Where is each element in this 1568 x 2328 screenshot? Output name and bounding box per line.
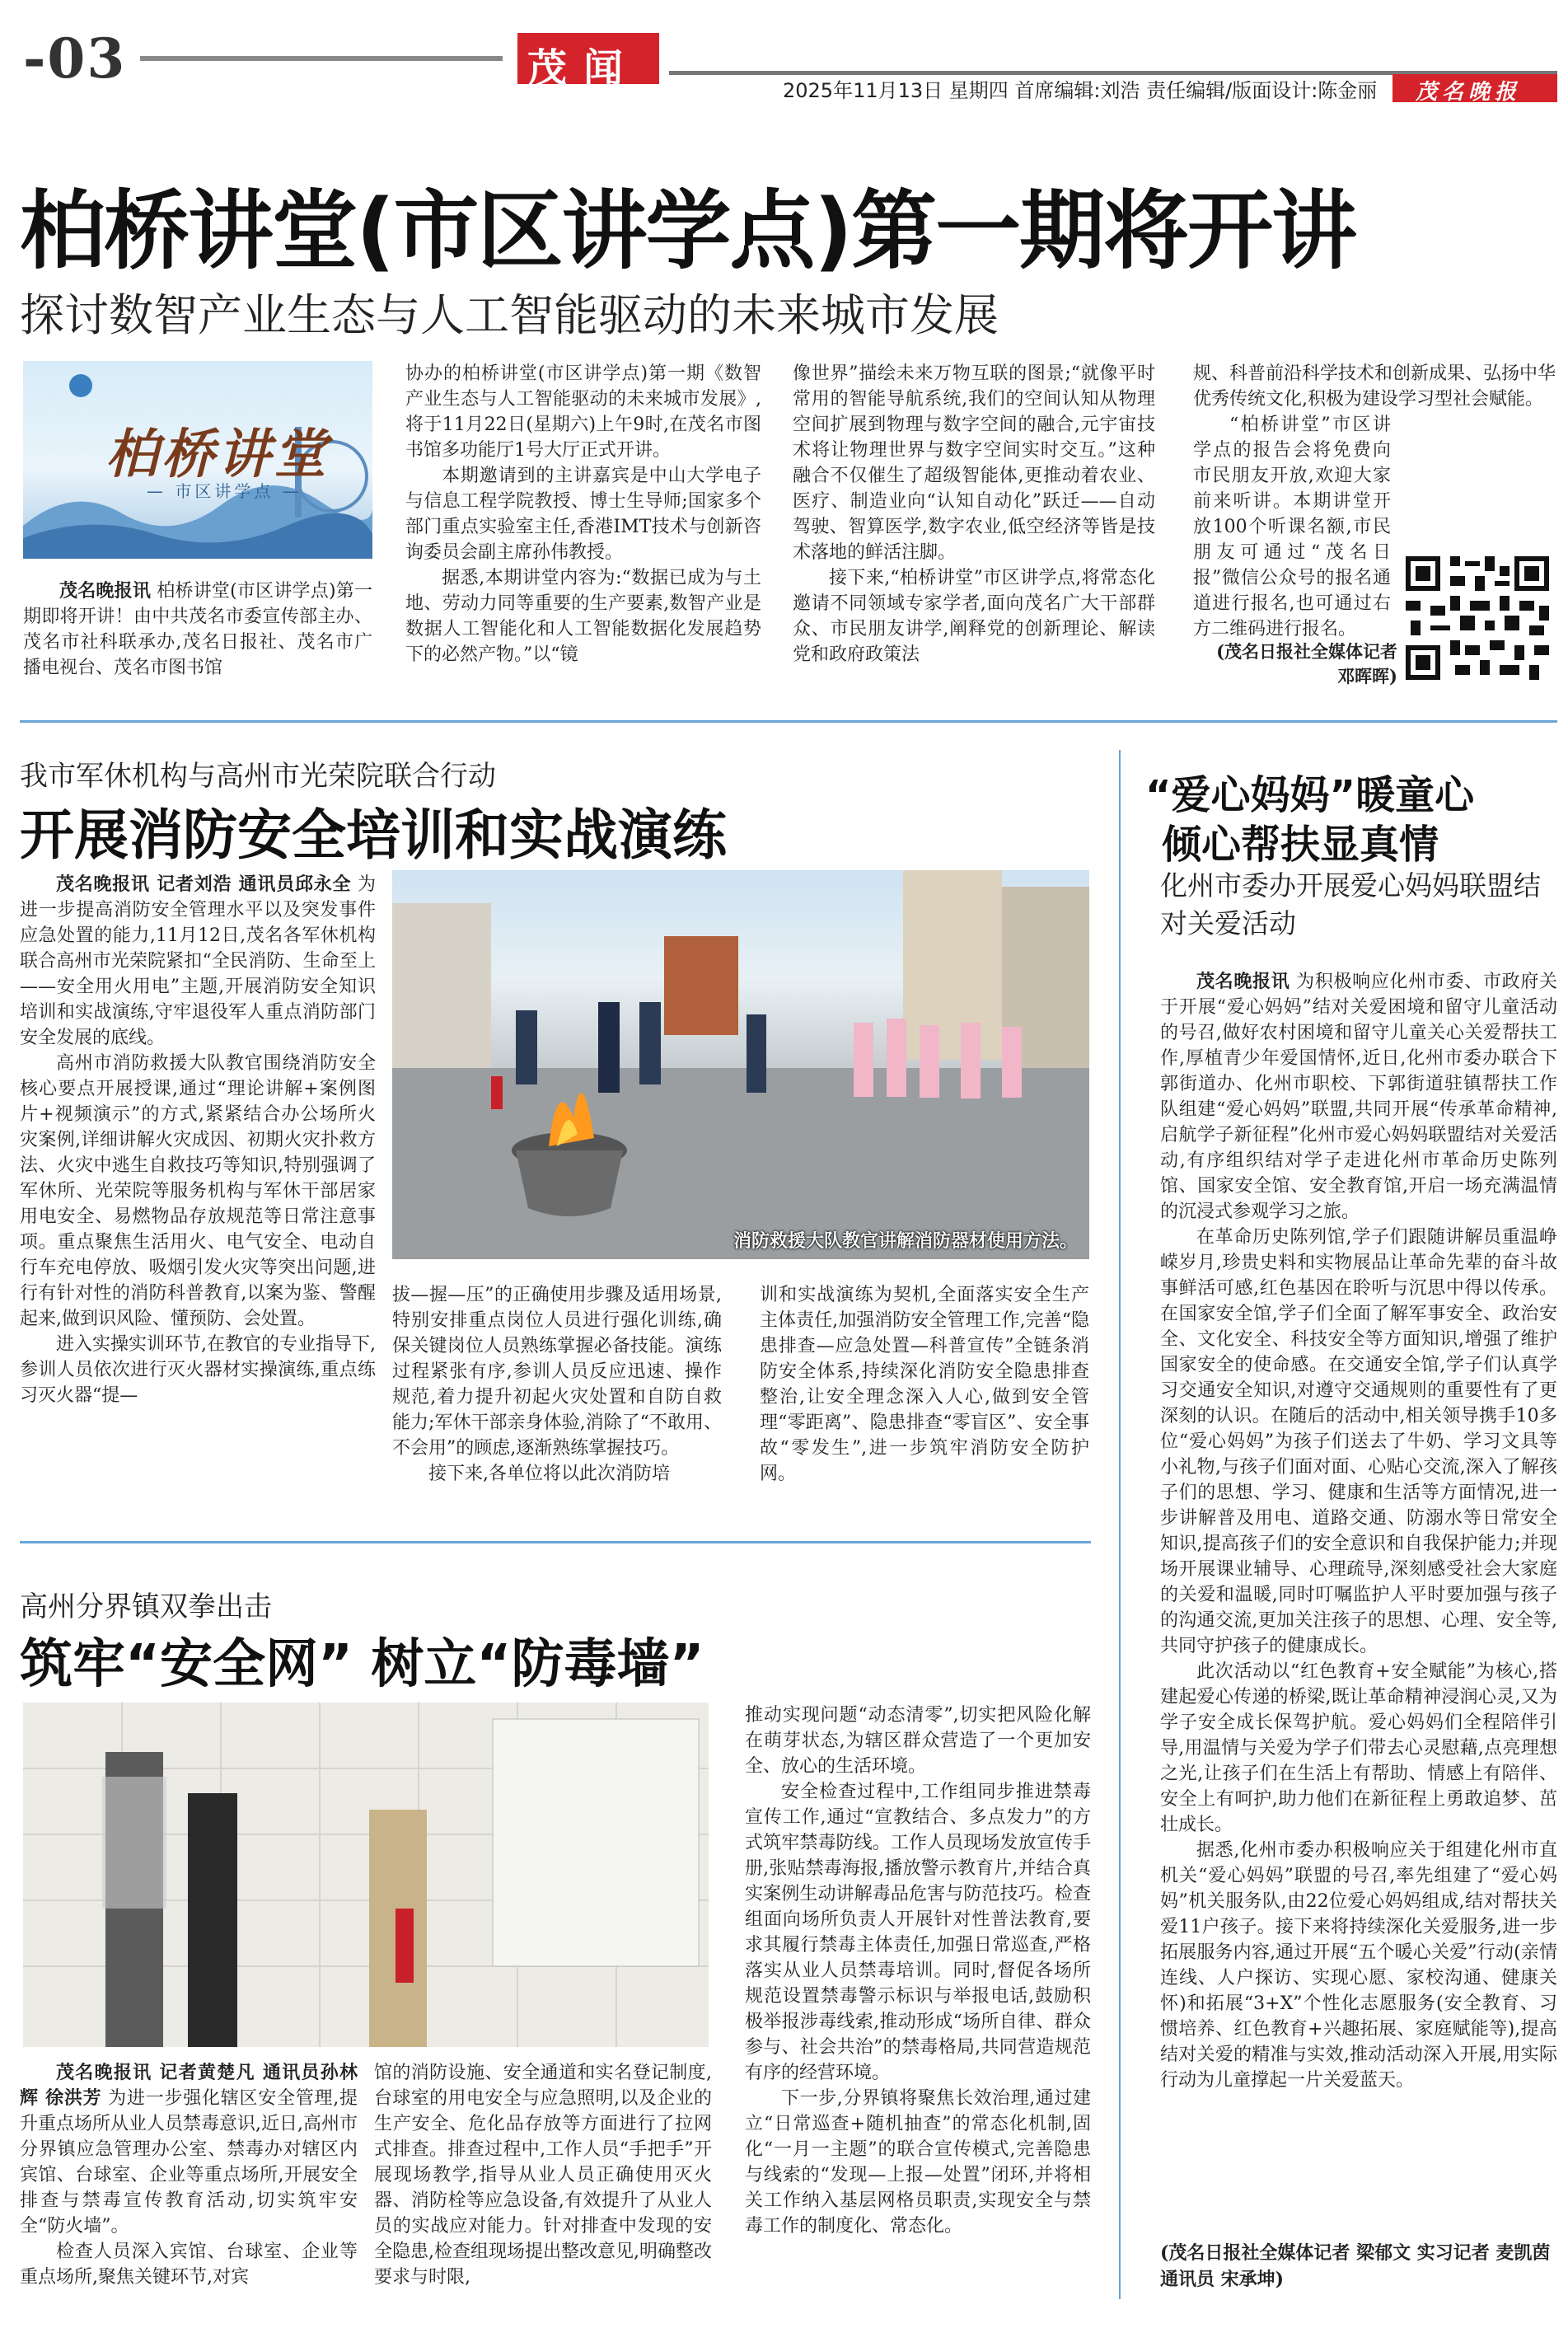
logo-subtitle: — 市区讲学点 — [147,481,302,501]
article1-col3-p2: 接下来,“柏桥讲堂”市区讲学点,将常态化邀请不同领域专家学者,面向茂名广大干部群众、市民朋友讲学,阐释党的创新理论、解读党和政府政策法 [793,568,1155,665]
article4-body [1160,969,1557,2238]
article1-col2-p2: 本期邀请到的主讲嘉宾是中山大学电子与信息工程学院教授、博士生导师;国家多个部门重点实验室主任,香港IMT技术与创新咨询委员会副主席孙伟教授。 [405,466,761,563]
article2-col2-p1: 拔—握—压”的正确使用步骤及适用场景,特别安排重点岗位人员进行强化训练,确保关键岗位人员熟练掌握必备技能。演练过程紧张有序,参训人员反应迅速、操作规范,着力提升初起火灾处置和自防自救能力;军休干部亲身体验,消除了“不敢用、不会用”的顾虑,逐渐熟练掌握技巧。 [392,1285,722,1459]
article3-col3-p1: 推动实现问题“动态清零”,切实把风险化解在萌芽状态,为辖区群众营造了一个更加安全、放心的生活环境。 [745,1705,1091,1777]
article3-col3-p2: 安全检查过程中,工作组同步推进禁毒宣传工作,通过“宣教结合、多点发力”的方式筑牢禁毒防线。工作人员现场发放宣传手册,张贴禁毒海报,播放警示教育片,并结合真实案例生动讲解毒品危害与防范技巧。检查组面向场所负责人开展针对性普法教育,要求其履行禁毒主体责任,加强日常巡查,严格落实从业人员禁毒培训。同时,督促各场所规范设置禁毒警示标识与举报电话,鼓励积极举报涉毒线索,推动形成“场所自律、群众参与、社会共治”的禁毒格局,共同营造规范有序的经营环境。 [745,1782,1091,2083]
article1-col1 [23,578,372,702]
article1-col2-p1: 协办的柏桥讲堂(市区讲学点)第一期《数智产业生态与人工智能驱动的未来城市发展》,将于11月22日(星期六)上午9时,在茂名市图书馆多功能厅1号大厅正式开讲。 [405,363,761,461]
article3-col3 [745,1703,1091,2309]
article4-p4: 据悉,化州市委办积极响应关于组建化州市直机关“爱心妈妈”联盟的号召,率先组建了“爱心妈妈”机关服务队,由22位爱心妈妈组成,结对帮扶关爱11户孩子。接下来将持续深化关爱服务,进一步拓展服务内容,通过开展“五个暖心关爱”行动(亲情连线、人户探访、实现心愿、家校沟通、健康关怀)和拓展“3+X”个性化志愿服务(安全教育、习惯培养、红色教育+兴趣拓展、家庭赋能等),提高结对关爱的精准与实效,推动活动深入开展,用实际行动为儿童撑起一片关爱蓝天。 [1160,1840,1557,2091]
article2-col3-p1: 训和实战演练为契机,全面落实安全生产主体责任,加强消防安全管理工作,完善“隐患排查—应急处置—科普宣传”全链条消防安全体系,持续深化消防安全隐患排查整治,让安全理念深入人心,做到安全管理“零距离”、隐患排查“零盲区”、安全事故“零发生”,进一步筑牢消防安全防护网。 [760,1285,1089,1484]
article3-col1-p1: 茂名晚报讯 记者黄楚凡 通讯员孙林辉 徐洪芳 为进一步强化辖区安全管理,提升重点场所从业人员禁毒意识,近日,高州市分界镇应急管理办公室、禁毒办对辖区内宾馆、台球室、企业等重点场所,开展安全排查与禁毒宣传教育活动,切实筑牢安全“防火墙”。 [20,2063,358,2237]
article1-col3 [793,361,1155,707]
divider-top [20,720,1557,723]
fire-training-scene [392,870,1089,1259]
article1-col3-p1: 像世界”描绘未来万物互联的图景;“就像平时常用的智能导航系统,我们的空间认知从物理空间扩展到物理与数字空间的融合,元宇宙技术将让物理世界与数字空间实时交互。”这种融合不仅催生了超级智能体,更推动着农业、医疗、制造业向“认知自动化”跃迁——自动驾驶、智算医学,数字农业,低空经济等皆是技术落地的鲜活注脚。 [793,363,1155,563]
article3-col1-p2: 检查人员深入宾馆、台球室、企业等重点场所,聚焦关键环节,对宾 [20,2241,358,2288]
article2-lead: 茂名晚报讯 记者刘浩 通讯员邱永全 [56,874,352,895]
section-title: 茂闻 [527,45,640,91]
qr-code[interactable] [1401,550,1554,686]
article2-headline: 开展消防安全培训和实战演练 [20,803,727,867]
divider-middle [20,1541,1091,1543]
article2-kicker: 我市军休机构与高州市光荣院联合行动 [20,760,496,793]
article2-col1-p2: 高州市消防救援大队教官围绕消防安全核心要点开展授课,通过“理论讲解+案例图片+视频演示”的方式,紧紧结合办公场所火灾案例,详细讲解火灾成因、初期火灾扑救方法、火灾中逃生自救技巧等知识,特别强调了军休所、光荣院等服务机构与军休干部居家用电安全、易燃物品存放规范等日常注意事项。重点聚焦生活用火、电气安全、电动自行车充电停放、吸烟引发火灾等突出问题,进行有针对性的消防科普教育,以案为鉴、警醒起来,做到识风险、懂预防、会处置。 [20,1053,376,1329]
article3-kicker: 高州分界镇双拳出击 [20,1590,272,1623]
article4-subhead: 化州市委办开展爱心妈妈联盟结对关爱活动 [1160,869,1541,939]
photo-caption: 消防救援大队教官讲解消防器材使用方法。 [733,1231,1078,1252]
article1-headline: 柏桥讲堂(市区讲学点)第一期将开讲 [20,180,1356,281]
article4-headline-line1: “爱心妈妈”暖童心 [1145,772,1475,818]
article1-col1-p1: 茂名晚报讯 柏桥讲堂(市区讲学点)第一期即将开讲！由中共茂名市委宣传部主办、茂名市社科联承办,茂名日报社、茂名市广播电视台、茂名市图书馆 [23,581,372,678]
baiqiao-logo-image [23,361,372,559]
article1-col4-p1: 规、科普前沿科学技术和创新成果、弘扬中华优秀传统文化,积极为建设学习型社会赋能。 [1193,363,1556,410]
article1-subhead: 探讨数智产业生态与人工智能驱动的未来城市发展 [20,289,999,341]
article1-lead: 茂名晚报讯 [59,581,152,602]
article3-col3-p3: 下一步,分界镇将聚焦长效治理,通过建立“日常巡查+随机抽查”的常态化机制,固化“一月一主题”的联合宣传模式,完善隐患与线索的“发现—上报—处置”闭环,并将相关工作纳入基层网格员职责,实现安全与禁毒工作的制度化、常态化。 [745,2088,1091,2237]
page-number: -03 [23,26,127,91]
article1-col4-p2: “柏桥讲堂”市区讲学点的报告会将免费向市民朋友开放,欢迎大家前来听讲。本期讲堂开放100个听课名额,市民朋友可通过“茂名日报”微信公众号的报名通道进行报名,也可通过右方二维码进行报名。 [1193,415,1391,639]
divider-vertical [1119,750,1121,2299]
article4-p3: 此次活动以“红色教育+安全赋能”为核心,搭建起爱心传递的桥梁,既让革命精神浸润心灵,又为学子安全成长保驾护航。爱心妈妈们全程陪伴引导,用温情与关爱为学子们带去心灵慰藉,点亮理想之光,让孩子们在生活上有帮助、情感上有陪伴、安全上有呵护,助力他们在新征程上勇敢追梦、茁壮成长。 [1160,1661,1557,1835]
article3-col2-p1: 馆的消防设施、安全通道和实名登记制度,台球室的用电安全与应急照明,以及企业的生产安全、危化品存放等方面进行了拉网式排查。排查过程中,工作人员“手把手”开展现场教学,指导从业人员正确使用灭火器、消防栓等应急设备,有效提升了从业人员的实战应对能力。针对排查中发现的安全隐患,检查组现场提出整改意见,明确整改要求与时限, [374,2063,712,2288]
brand-name: 茂名晚报 [1416,80,1522,105]
masthead-info: 2025年11月13日 星期四 首席编辑:刘浩 责任编辑/版面设计:陈金丽 [783,79,1378,102]
logo-title: 柏桥讲堂 [105,424,330,485]
article3-headline: 筑牢“安全网” 树立“防毒墙” [20,1634,704,1695]
fire-training-photo [392,870,1089,1259]
article4-byline: (茂名日报社全媒体记者 梁郁文 实习记者 麦凯茵 通讯员 宋承坤) [1160,2242,1551,2290]
article2-col1 [20,872,376,1539]
brand-badge [1392,74,1557,105]
article3-col1 [20,2060,358,2307]
article2-col2 [392,1282,722,1529]
article1-col2 [405,361,761,707]
article4-headline-line2: 倾心帮扶显真情 [1162,822,1439,868]
article1-byline: (茂名日报社全媒体记者 邓晖晖) [1216,641,1397,686]
qr-code-graphic [1401,550,1554,686]
masthead-rule-left [140,56,503,61]
article4-p2: 在革命历史陈列馆,学子们跟随讲解员重温峥嵘岁月,珍贵史料和实物展品让革命先辈的奋斗故事鲜活可感,红色基因在聆听与沉思中得以传承。在国家安全馆,学子们全面了解军事安全、政治安全、文化安全、科技安全等方面知识,增强了维护国家安全的使命感。在交通安全馆,学子们认真学习交通安全知识,对遵守交通规则的重要性有了更深刻的认识。在随后的活动中,相关领导携手10多位“爱心妈妈”为孩子们送去了牛奶、学习文具等小礼物,与孩子们面对面、心贴心交流,深入了解孩子们的思想、学习、健康和生活等方面情况,进一步讲解普及用电、道路交通、防溺水等日常安全知识,提高孩子们的安全意识和自我保护能力;并现场开展课业辅导、心理疏导,深刻感受社会大家庭的关爱和温暖,同时叮嘱监护人平时要加强与孩子的沟通交流,更加关注孩子的思想、心理、安全等,共同守护孩子的健康成长。 [1160,1227,1557,1656]
inspection-scene [23,1703,709,2047]
article4-lead: 茂名晚报讯 [1196,972,1290,992]
section-badge [517,33,659,91]
article1-col2-p3: 据悉,本期讲堂内容为:“数据已成为与土地、劳动力同等重要的生产要素,数智产业是数据人工智能化和人工智能数据化发展趋势下的必然产物。”以“镜 [405,568,761,665]
inspection-photo [23,1703,709,2047]
article2-col3 [760,1282,1089,1529]
article2-col1-p1: 茂名晚报讯 记者刘浩 通讯员邱永全 为进一步提高消防安全管理水平以及突发事件应急处置的能力,11月12日,茂名各军休机构联合高州市光荣院紧扣“全民消防、生命至上——安全用火用电”主题,开展消防安全知识培训和实战演练,守牢退役军人重点消防部门安全发展的底线。 [20,874,376,1048]
article2-col2-p2: 接下来,各单位将以此次消防培 [428,1464,670,1484]
article3-col2 [374,2060,712,2307]
article2-col1-p3: 进入实操实训环节,在教官的专业指导下,参训人员依次进行灭火器材实操演练,重点练习灭火器“提— [20,1334,376,1406]
article3-lead: 茂名晚报讯 记者黄楚凡 通讯员孙林辉 徐洪芳 [20,2063,358,2109]
article4-p1: 茂名晚报讯 为积极响应化州市委、市政府关于开展“爱心妈妈”结对关爱困境和留守儿童活动的号召,做好农村困境和留守儿童关心关爱帮扶工作,厚植青少年爱国情怀,近日,化州市委办联合下郭街道办、化州市职校、下郭街道驻镇帮扶工作队组建“爱心妈妈”联盟,共同开展“传承革命精神,启航学子新征程”化州市爱心妈妈联盟结对关爱活动,有序组织结对学子走进化州市革命历史陈列馆、国家安全馆、安全教育馆,开启一场充满温情的沉浸式参观学习之旅。 [1160,972,1557,1222]
